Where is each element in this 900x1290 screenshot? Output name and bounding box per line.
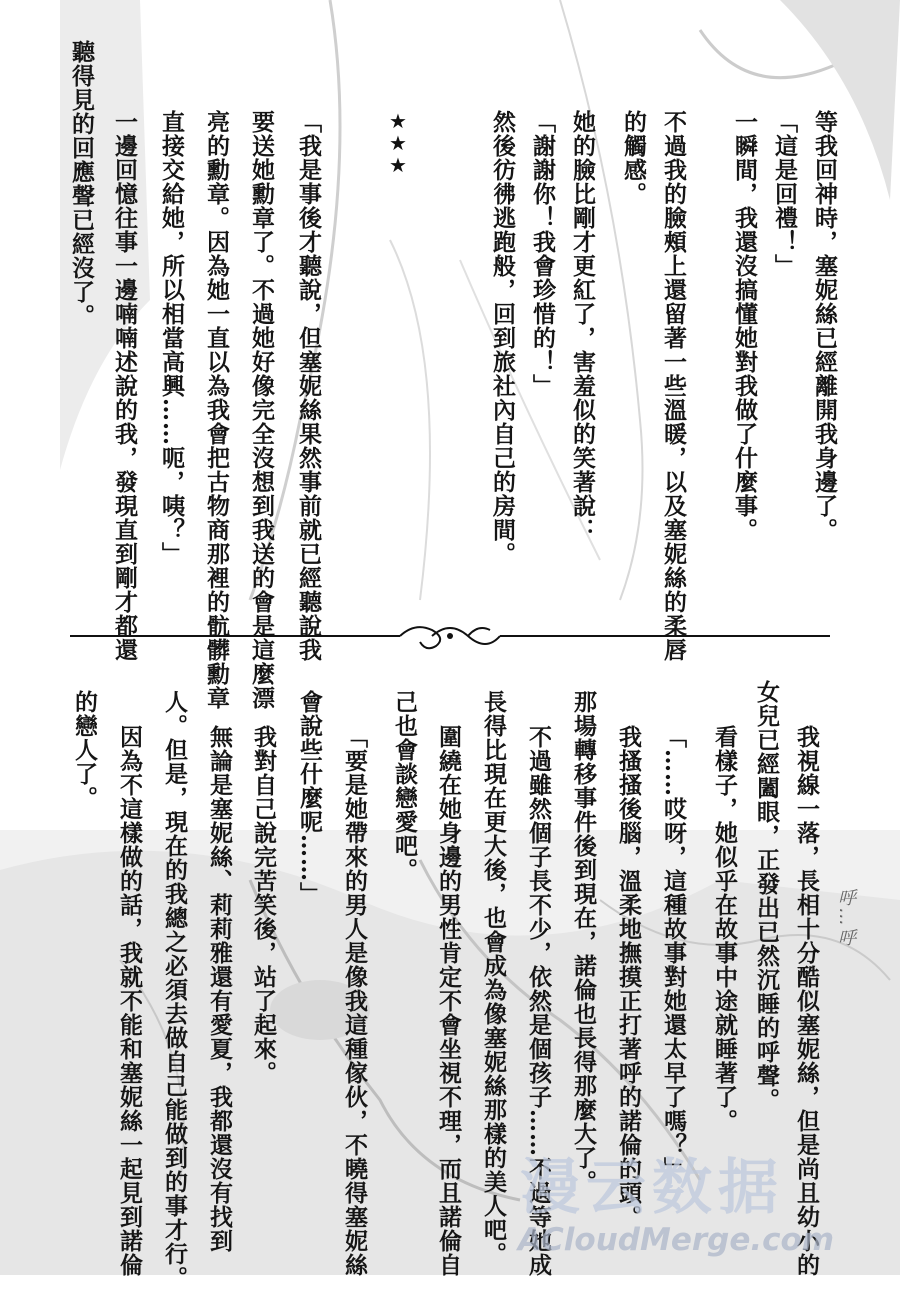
text-column: 我搔搔後腦，溫柔地撫摸正打著呼的諾倫的頭。 (615, 725, 642, 1229)
text-column: 「……哎呀，這種故事對她還太早了嗎？」 (660, 725, 687, 1181)
ornamental-divider (70, 616, 830, 656)
text-column: 她的臉比剛才更紅了，害羞似的笑著說： (569, 110, 596, 542)
text-column: 然後彷彿逃跑般，回到旅社內自己的房間。 (489, 110, 516, 566)
text-column: 直接交給她，所以相當高興……呃，咦？」 (158, 110, 185, 566)
text-column: 女兒已經闔眼，正發出已然沉睡的呼聲。 (753, 680, 780, 1112)
text-column: 要送她勳章了。不過她好像完全沒想到我送的會是這麼漂 (248, 110, 275, 710)
text-column: 我對自己說完苦笑後，站了起來。 (250, 725, 277, 1085)
text-column: 不過雖然個子長不少，依然是個孩子……不過等她成 (525, 725, 552, 1277)
text-column: 聽得見的回應聲已經沒了。 (68, 40, 95, 328)
text-column: 的戀人了。 (71, 690, 98, 810)
text-column: 那場轉移事件後到現在，諾倫也長得那麼大了。 (570, 690, 597, 1194)
text-column: 會說些什麼呢……」 (296, 690, 323, 906)
text-column: 無論是塞妮絲、莉莉雅還有愛夏，我都還沒有找到 (206, 725, 233, 1253)
text-column: 己也會談戀愛吧。 (391, 690, 418, 882)
text-column: 人。但是，現在的我總之必須去做自己能做到的事才行。 (161, 690, 188, 1290)
watermark-cjk: 漫云数据 (520, 1153, 784, 1223)
text-column: 「這是回禮！」 (771, 110, 798, 278)
text-column: 「謝謝你！我會珍惜的！」 (529, 110, 556, 398)
text-column: 圍繞在她身邊的男性肯定不會坐視不理，而且諾倫自 (435, 725, 462, 1277)
text-column: 長得比現在更大後，也會成為像塞妮絲那樣的美人吧。 (480, 690, 507, 1266)
snore-sound-effect: 呼…呼 (835, 888, 856, 948)
text-column: 等我回神時，塞妮絲已經離開我身邊了。 (811, 110, 838, 542)
text-column: 不過我的臉頰上還留著一些溫暖，以及塞妮絲的柔唇 (660, 110, 687, 662)
text-column: 的觸感。 (620, 110, 647, 206)
text-column: 因為不這樣做的話，我就不能和塞妮絲一起見到諾倫 (116, 725, 143, 1277)
text-column: 一邊回憶往事一邊喃喃述說的我，發現直到剛才都還 (111, 110, 138, 662)
text-column: 一瞬間，我還沒搞懂她對我做了什麼事。 (731, 110, 758, 542)
watermark-url: ACloudMerge.com (518, 1222, 835, 1258)
text-column: 亮的勳章。因為她一直以為我會把古物商那裡的骯髒勳章 (203, 110, 230, 710)
section-separator-stars: ★ ★ ★ (389, 109, 407, 177)
text-column: 「我是事後才聽說，但塞妮絲果然事前就已經聽說我 (295, 110, 322, 662)
text-column: 我視線一落，長相十分酷似塞妮絲，但是尚且幼小的 (793, 725, 820, 1277)
text-column: 「要是她帶來的男人是像我這種傢伙，不曉得塞妮絲 (341, 725, 368, 1277)
text-column: 看樣子，她似乎在故事中途就睡著了。 (711, 725, 738, 1133)
